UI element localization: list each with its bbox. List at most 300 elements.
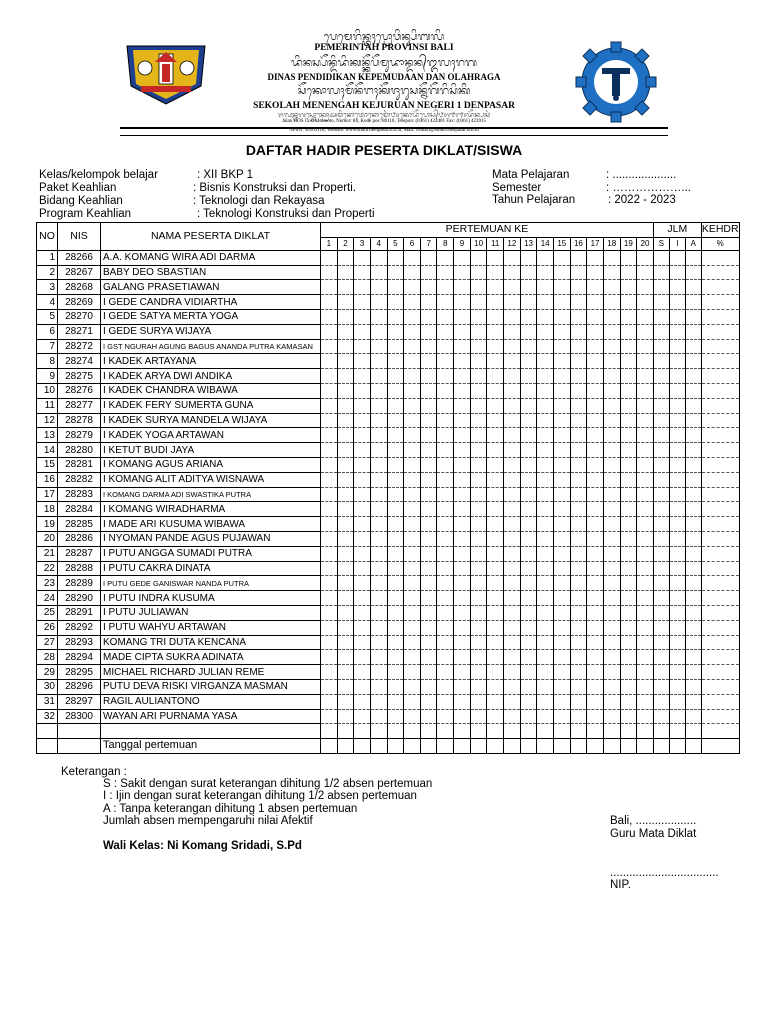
attendance-cell[interactable]	[470, 324, 487, 339]
attendance-cell[interactable]	[504, 324, 521, 339]
attendance-cell[interactable]	[520, 576, 537, 591]
attendance-cell[interactable]	[553, 398, 570, 413]
attendance-cell[interactable]	[504, 650, 521, 665]
attendance-cell[interactable]	[454, 383, 471, 398]
attendance-cell[interactable]	[520, 502, 537, 517]
attendance-cell[interactable]	[420, 576, 437, 591]
attendance-cell[interactable]	[669, 472, 685, 487]
attendance-cell[interactable]	[537, 354, 554, 369]
attendance-cell[interactable]	[470, 650, 487, 665]
attendance-cell[interactable]	[537, 635, 554, 650]
attendance-cell[interactable]	[504, 280, 521, 295]
attendance-cell[interactable]	[370, 398, 387, 413]
attendance-cell[interactable]	[504, 265, 521, 280]
attendance-cell[interactable]	[370, 487, 387, 502]
attendance-cell[interactable]	[685, 428, 701, 443]
attendance-cell[interactable]	[437, 339, 454, 354]
attendance-cell[interactable]	[504, 428, 521, 443]
attendance-cell[interactable]	[437, 280, 454, 295]
attendance-cell[interactable]	[470, 295, 487, 310]
attendance-cell[interactable]	[404, 694, 421, 709]
attendance-cell[interactable]	[685, 369, 701, 384]
attendance-cell[interactable]	[553, 472, 570, 487]
attendance-cell[interactable]	[553, 443, 570, 458]
attendance-cell[interactable]	[553, 502, 570, 517]
meeting-date-cell[interactable]	[701, 739, 739, 754]
attendance-cell[interactable]	[587, 665, 604, 680]
attendance-cell[interactable]	[685, 502, 701, 517]
attendance-cell[interactable]	[685, 709, 701, 724]
attendance-cell[interactable]	[587, 546, 604, 561]
attendance-cell[interactable]	[404, 546, 421, 561]
attendance-cell[interactable]	[520, 398, 537, 413]
attendance-cell[interactable]	[504, 295, 521, 310]
attendance-cell[interactable]	[454, 679, 471, 694]
attendance-cell[interactable]	[420, 517, 437, 532]
attendance-cell[interactable]	[587, 605, 604, 620]
attendance-cell[interactable]	[321, 679, 338, 694]
attendance-cell[interactable]	[370, 265, 387, 280]
attendance-cell[interactable]	[570, 428, 587, 443]
attendance-cell[interactable]	[701, 428, 739, 443]
attendance-cell[interactable]	[685, 665, 701, 680]
attendance-cell[interactable]	[404, 517, 421, 532]
attendance-cell[interactable]	[437, 517, 454, 532]
attendance-cell[interactable]	[537, 605, 554, 620]
attendance-cell[interactable]	[387, 339, 404, 354]
attendance-cell[interactable]	[387, 605, 404, 620]
attendance-cell[interactable]	[454, 324, 471, 339]
attendance-cell[interactable]	[387, 665, 404, 680]
attendance-cell[interactable]	[587, 265, 604, 280]
attendance-cell[interactable]	[669, 605, 685, 620]
attendance-cell[interactable]	[337, 309, 354, 324]
attendance-cell[interactable]	[553, 250, 570, 265]
attendance-cell[interactable]	[404, 280, 421, 295]
attendance-cell[interactable]	[669, 635, 685, 650]
meeting-date-cell[interactable]	[603, 739, 620, 754]
attendance-cell[interactable]	[520, 694, 537, 709]
attendance-cell[interactable]	[487, 605, 504, 620]
attendance-cell[interactable]	[504, 709, 521, 724]
attendance-cell[interactable]	[701, 280, 739, 295]
attendance-cell[interactable]	[370, 650, 387, 665]
meeting-date-cell[interactable]	[669, 739, 685, 754]
attendance-cell[interactable]	[321, 413, 338, 428]
attendance-cell[interactable]	[337, 635, 354, 650]
attendance-cell[interactable]	[669, 383, 685, 398]
attendance-cell[interactable]	[370, 665, 387, 680]
attendance-cell[interactable]	[685, 517, 701, 532]
attendance-cell[interactable]	[685, 635, 701, 650]
attendance-cell[interactable]	[685, 576, 701, 591]
attendance-cell[interactable]	[321, 502, 338, 517]
attendance-cell[interactable]	[420, 383, 437, 398]
attendance-cell[interactable]	[637, 413, 654, 428]
attendance-cell[interactable]	[587, 650, 604, 665]
attendance-cell[interactable]	[685, 546, 701, 561]
attendance-cell[interactable]	[701, 339, 739, 354]
attendance-cell[interactable]	[470, 591, 487, 606]
attendance-cell[interactable]	[653, 531, 669, 546]
attendance-cell[interactable]	[454, 576, 471, 591]
attendance-cell[interactable]	[470, 250, 487, 265]
attendance-cell[interactable]	[701, 605, 739, 620]
attendance-cell[interactable]	[637, 265, 654, 280]
attendance-cell[interactable]	[370, 324, 387, 339]
attendance-cell[interactable]	[321, 280, 338, 295]
attendance-cell[interactable]	[470, 428, 487, 443]
attendance-cell[interactable]	[553, 413, 570, 428]
attendance-cell[interactable]	[620, 354, 637, 369]
attendance-cell[interactable]	[354, 650, 371, 665]
attendance-cell[interactable]	[454, 309, 471, 324]
attendance-cell[interactable]	[637, 620, 654, 635]
attendance-cell[interactable]	[470, 546, 487, 561]
attendance-cell[interactable]	[354, 443, 371, 458]
attendance-cell[interactable]	[653, 309, 669, 324]
attendance-cell[interactable]	[520, 665, 537, 680]
attendance-cell[interactable]	[337, 354, 354, 369]
attendance-cell[interactable]	[321, 324, 338, 339]
attendance-cell[interactable]	[504, 369, 521, 384]
attendance-cell[interactable]	[504, 413, 521, 428]
attendance-cell[interactable]	[354, 679, 371, 694]
attendance-cell[interactable]	[321, 665, 338, 680]
attendance-cell[interactable]	[354, 309, 371, 324]
attendance-cell[interactable]	[454, 517, 471, 532]
attendance-cell[interactable]	[701, 413, 739, 428]
attendance-cell[interactable]	[701, 665, 739, 680]
attendance-cell[interactable]	[553, 531, 570, 546]
meeting-date-cell[interactable]	[537, 739, 554, 754]
attendance-cell[interactable]	[553, 295, 570, 310]
attendance-cell[interactable]	[337, 620, 354, 635]
attendance-cell[interactable]	[520, 679, 537, 694]
attendance-cell[interactable]	[587, 428, 604, 443]
attendance-cell[interactable]	[404, 354, 421, 369]
attendance-cell[interactable]	[587, 620, 604, 635]
meeting-date-cell[interactable]	[487, 739, 504, 754]
attendance-cell[interactable]	[701, 561, 739, 576]
attendance-cell[interactable]	[570, 413, 587, 428]
attendance-cell[interactable]	[701, 620, 739, 635]
attendance-cell[interactable]	[387, 591, 404, 606]
attendance-cell[interactable]	[420, 665, 437, 680]
attendance-cell[interactable]	[553, 280, 570, 295]
attendance-cell[interactable]	[520, 250, 537, 265]
attendance-cell[interactable]	[537, 665, 554, 680]
attendance-cell[interactable]	[487, 620, 504, 635]
attendance-cell[interactable]	[354, 709, 371, 724]
attendance-cell[interactable]	[701, 531, 739, 546]
attendance-cell[interactable]	[603, 561, 620, 576]
attendance-cell[interactable]	[370, 561, 387, 576]
attendance-cell[interactable]	[404, 383, 421, 398]
attendance-cell[interactable]	[570, 517, 587, 532]
attendance-cell[interactable]	[685, 309, 701, 324]
attendance-cell[interactable]	[370, 517, 387, 532]
attendance-cell[interactable]	[321, 457, 338, 472]
attendance-cell[interactable]	[437, 443, 454, 458]
attendance-cell[interactable]	[454, 709, 471, 724]
attendance-cell[interactable]	[587, 517, 604, 532]
attendance-cell[interactable]	[337, 398, 354, 413]
attendance-cell[interactable]	[701, 679, 739, 694]
attendance-cell[interactable]	[437, 650, 454, 665]
meeting-date-cell[interactable]	[354, 739, 371, 754]
attendance-cell[interactable]	[520, 561, 537, 576]
attendance-cell[interactable]	[370, 309, 387, 324]
attendance-cell[interactable]	[370, 369, 387, 384]
attendance-cell[interactable]	[637, 665, 654, 680]
attendance-cell[interactable]	[387, 709, 404, 724]
attendance-cell[interactable]	[520, 309, 537, 324]
attendance-cell[interactable]	[620, 679, 637, 694]
attendance-cell[interactable]	[437, 679, 454, 694]
attendance-cell[interactable]	[653, 546, 669, 561]
attendance-cell[interactable]	[685, 605, 701, 620]
meeting-date-cell[interactable]	[637, 739, 654, 754]
attendance-cell[interactable]	[504, 605, 521, 620]
attendance-cell[interactable]	[321, 561, 338, 576]
attendance-cell[interactable]	[669, 324, 685, 339]
attendance-cell[interactable]	[653, 354, 669, 369]
attendance-cell[interactable]	[553, 339, 570, 354]
attendance-cell[interactable]	[470, 369, 487, 384]
meeting-date-cell[interactable]	[370, 739, 387, 754]
attendance-cell[interactable]	[420, 413, 437, 428]
attendance-cell[interactable]	[637, 546, 654, 561]
attendance-cell[interactable]	[437, 620, 454, 635]
attendance-cell[interactable]	[354, 665, 371, 680]
attendance-cell[interactable]	[685, 591, 701, 606]
attendance-cell[interactable]	[437, 709, 454, 724]
attendance-cell[interactable]	[653, 295, 669, 310]
attendance-cell[interactable]	[570, 487, 587, 502]
attendance-cell[interactable]	[370, 576, 387, 591]
attendance-cell[interactable]	[321, 576, 338, 591]
attendance-cell[interactable]	[437, 591, 454, 606]
attendance-cell[interactable]	[520, 354, 537, 369]
attendance-cell[interactable]	[570, 561, 587, 576]
attendance-cell[interactable]	[653, 398, 669, 413]
attendance-cell[interactable]	[537, 620, 554, 635]
attendance-cell[interactable]	[603, 502, 620, 517]
attendance-cell[interactable]	[487, 295, 504, 310]
attendance-cell[interactable]	[504, 561, 521, 576]
attendance-cell[interactable]	[454, 354, 471, 369]
attendance-cell[interactable]	[587, 457, 604, 472]
attendance-cell[interactable]	[387, 413, 404, 428]
attendance-cell[interactable]	[620, 265, 637, 280]
attendance-cell[interactable]	[653, 457, 669, 472]
meeting-date-cell[interactable]	[653, 739, 669, 754]
attendance-cell[interactable]	[354, 265, 371, 280]
attendance-cell[interactable]	[553, 650, 570, 665]
attendance-cell[interactable]	[537, 472, 554, 487]
attendance-cell[interactable]	[437, 354, 454, 369]
attendance-cell[interactable]	[370, 694, 387, 709]
attendance-cell[interactable]	[454, 295, 471, 310]
attendance-cell[interactable]	[620, 576, 637, 591]
attendance-cell[interactable]	[685, 650, 701, 665]
attendance-cell[interactable]	[570, 635, 587, 650]
attendance-cell[interactable]	[669, 369, 685, 384]
attendance-cell[interactable]	[370, 413, 387, 428]
attendance-cell[interactable]	[420, 709, 437, 724]
attendance-cell[interactable]	[337, 561, 354, 576]
attendance-cell[interactable]	[321, 591, 338, 606]
attendance-cell[interactable]	[637, 517, 654, 532]
attendance-cell[interactable]	[653, 635, 669, 650]
attendance-cell[interactable]	[537, 561, 554, 576]
attendance-cell[interactable]	[685, 265, 701, 280]
attendance-cell[interactable]	[587, 502, 604, 517]
attendance-cell[interactable]	[620, 561, 637, 576]
attendance-cell[interactable]	[603, 413, 620, 428]
attendance-cell[interactable]	[553, 517, 570, 532]
attendance-cell[interactable]	[653, 605, 669, 620]
attendance-cell[interactable]	[420, 354, 437, 369]
attendance-cell[interactable]	[701, 591, 739, 606]
attendance-cell[interactable]	[454, 413, 471, 428]
meeting-date-cell[interactable]	[454, 739, 471, 754]
attendance-cell[interactable]	[553, 487, 570, 502]
attendance-cell[interactable]	[370, 250, 387, 265]
attendance-cell[interactable]	[470, 413, 487, 428]
attendance-cell[interactable]	[637, 398, 654, 413]
attendance-cell[interactable]	[487, 280, 504, 295]
attendance-cell[interactable]	[701, 369, 739, 384]
attendance-cell[interactable]	[520, 531, 537, 546]
attendance-cell[interactable]	[701, 694, 739, 709]
attendance-cell[interactable]	[587, 383, 604, 398]
attendance-cell[interactable]	[337, 650, 354, 665]
attendance-cell[interactable]	[370, 635, 387, 650]
attendance-cell[interactable]	[669, 487, 685, 502]
meeting-date-cell[interactable]	[620, 739, 637, 754]
attendance-cell[interactable]	[370, 679, 387, 694]
attendance-cell[interactable]	[637, 709, 654, 724]
attendance-cell[interactable]	[587, 472, 604, 487]
attendance-cell[interactable]	[620, 635, 637, 650]
attendance-cell[interactable]	[653, 576, 669, 591]
attendance-cell[interactable]	[470, 605, 487, 620]
attendance-cell[interactable]	[637, 428, 654, 443]
attendance-cell[interactable]	[354, 635, 371, 650]
attendance-cell[interactable]	[437, 531, 454, 546]
attendance-cell[interactable]	[504, 665, 521, 680]
attendance-cell[interactable]	[387, 443, 404, 458]
attendance-cell[interactable]	[603, 383, 620, 398]
attendance-cell[interactable]	[701, 309, 739, 324]
attendance-cell[interactable]	[537, 650, 554, 665]
attendance-cell[interactable]	[570, 531, 587, 546]
attendance-cell[interactable]	[454, 250, 471, 265]
attendance-cell[interactable]	[701, 457, 739, 472]
attendance-cell[interactable]	[685, 679, 701, 694]
attendance-cell[interactable]	[370, 354, 387, 369]
attendance-cell[interactable]	[354, 546, 371, 561]
attendance-cell[interactable]	[603, 280, 620, 295]
attendance-cell[interactable]	[653, 665, 669, 680]
attendance-cell[interactable]	[701, 546, 739, 561]
attendance-cell[interactable]	[437, 324, 454, 339]
attendance-cell[interactable]	[620, 383, 637, 398]
attendance-cell[interactable]	[520, 709, 537, 724]
attendance-cell[interactable]	[404, 339, 421, 354]
attendance-cell[interactable]	[553, 561, 570, 576]
attendance-cell[interactable]	[437, 605, 454, 620]
attendance-cell[interactable]	[603, 443, 620, 458]
attendance-cell[interactable]	[487, 531, 504, 546]
attendance-cell[interactable]	[387, 295, 404, 310]
attendance-cell[interactable]	[685, 487, 701, 502]
attendance-cell[interactable]	[701, 324, 739, 339]
attendance-cell[interactable]	[587, 413, 604, 428]
attendance-cell[interactable]	[370, 428, 387, 443]
attendance-cell[interactable]	[603, 354, 620, 369]
attendance-cell[interactable]	[420, 265, 437, 280]
attendance-cell[interactable]	[653, 502, 669, 517]
attendance-cell[interactable]	[420, 591, 437, 606]
attendance-cell[interactable]	[354, 694, 371, 709]
attendance-cell[interactable]	[637, 487, 654, 502]
attendance-cell[interactable]	[387, 650, 404, 665]
attendance-cell[interactable]	[370, 295, 387, 310]
attendance-cell[interactable]	[520, 413, 537, 428]
attendance-cell[interactable]	[620, 502, 637, 517]
attendance-cell[interactable]	[404, 709, 421, 724]
attendance-cell[interactable]	[603, 487, 620, 502]
attendance-cell[interactable]	[337, 383, 354, 398]
attendance-cell[interactable]	[487, 591, 504, 606]
attendance-cell[interactable]	[487, 413, 504, 428]
attendance-cell[interactable]	[653, 443, 669, 458]
attendance-cell[interactable]	[653, 250, 669, 265]
attendance-cell[interactable]	[437, 546, 454, 561]
attendance-cell[interactable]	[487, 383, 504, 398]
attendance-cell[interactable]	[603, 605, 620, 620]
attendance-cell[interactable]	[420, 502, 437, 517]
attendance-cell[interactable]	[470, 679, 487, 694]
attendance-cell[interactable]	[404, 531, 421, 546]
attendance-cell[interactable]	[620, 250, 637, 265]
attendance-cell[interactable]	[321, 650, 338, 665]
attendance-cell[interactable]	[504, 502, 521, 517]
attendance-cell[interactable]	[437, 472, 454, 487]
meeting-date-cell[interactable]	[470, 739, 487, 754]
attendance-cell[interactable]	[537, 309, 554, 324]
attendance-cell[interactable]	[337, 546, 354, 561]
attendance-cell[interactable]	[504, 620, 521, 635]
attendance-cell[interactable]	[520, 635, 537, 650]
attendance-cell[interactable]	[470, 309, 487, 324]
attendance-cell[interactable]	[570, 339, 587, 354]
attendance-cell[interactable]	[370, 339, 387, 354]
attendance-cell[interactable]	[570, 265, 587, 280]
attendance-cell[interactable]	[603, 457, 620, 472]
attendance-cell[interactable]	[553, 383, 570, 398]
attendance-cell[interactable]	[537, 502, 554, 517]
attendance-cell[interactable]	[321, 709, 338, 724]
attendance-cell[interactable]	[603, 309, 620, 324]
attendance-cell[interactable]	[669, 620, 685, 635]
attendance-cell[interactable]	[701, 709, 739, 724]
attendance-cell[interactable]	[587, 487, 604, 502]
attendance-cell[interactable]	[587, 443, 604, 458]
